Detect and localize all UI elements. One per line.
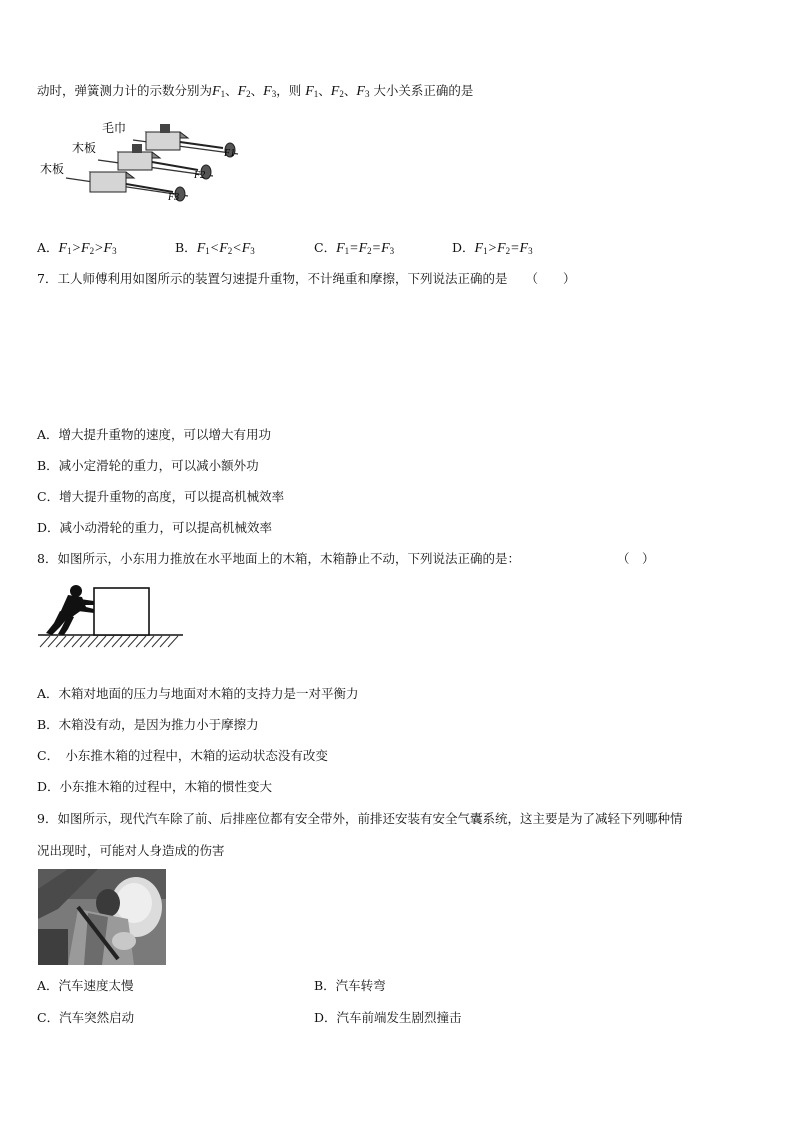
q6-stem-text: 动时，弹簧测力计的示数分别为$F_1$、$F_2$、$F_3$，则 $F_1$、$F_2$、$F_3$ 大小关系正确的是 [37,83,474,99]
label-f3: F3 [168,192,180,203]
option-key: A． [37,240,59,255]
q9-option-b[interactable]: B．汽车转弯 [314,978,386,993]
q6-stem [37,83,473,102]
q7-answer-paren: （ ） [525,271,576,286]
q8-option-b[interactable]: B．木箱没有动，是因为推力小于摩擦力 [37,717,259,732]
q8-push-box-figure [38,583,183,653]
q8-stem [37,551,655,567]
label-towel: 毛巾 [102,121,127,135]
label-f2: F2 [194,170,206,181]
q7-option-a[interactable]: A．增大提升重物的速度，可以增大有用功 [37,427,272,442]
q7-stem-text: 7．工人师傅利用如图所示的装置匀速提升重物，不计绳重和摩擦，下列说法正确的是 [37,271,508,286]
q7-option-b[interactable]: B．减小定滑轮的重力，可以减小额外功 [37,458,259,473]
q9-stem-line-1: 9．如图所示，现代汽车除了前、后排座位都有安全带外，前排还安装有安全气囊系统，这主要是为了减轻下列哪种情 [37,811,683,826]
wooden-box [94,588,149,635]
option-key: C． [314,240,337,255]
person-pushing [46,585,94,635]
q6-option-d[interactable]: D．$F_1>F_2=F_3$ [452,240,533,256]
q6-option-c[interactable]: C．$F_1=F_2=F_3$ [314,240,395,256]
q7-option-c[interactable]: C．增大提升重物的高度，可以提高机械效率 [37,489,285,504]
q6-option-a[interactable]: A．$F_1>F_2>F_3$ [37,240,117,256]
q8-option-a[interactable]: A．木箱对地面的压力与地面对木箱的支持力是一对平衡力 [37,686,359,701]
q9-option-d[interactable]: D．汽车前端发生剧烈撞击 [314,1010,462,1025]
q6-option-b[interactable]: B．$F_1<F_2<F_3$ [175,240,255,256]
q9-stem-line-2: 况出现时，可能对人身造成的伤害 [37,843,225,858]
q9-option-a[interactable]: A．汽车速度太慢 [37,978,134,993]
q9-airbag-photo [38,869,166,965]
q7-stem [37,271,575,287]
q8-answer-paren: （ ） [617,551,655,566]
option-key: B． [175,240,197,255]
label-f1: F1 [224,148,236,159]
q8-option-d[interactable]: D．小东推木箱的过程中，木箱的惯性变大 [37,779,273,794]
option-key: D． [452,240,475,255]
q9-option-c[interactable]: C．汽车突然启动 [37,1010,135,1025]
block-3 [90,172,134,192]
q8-option-c[interactable]: C． 小东推木箱的过程中，木箱的运动状态没有改变 [37,748,328,763]
q8-stem-text: 8．如图所示，小东用力推放在水平地面上的木箱，木箱静止不动，下列说法正确的是： [37,551,520,566]
q7-option-d[interactable]: D．减小动滑轮的重力，可以提高机械效率 [37,520,273,535]
label-board-2: 木板 [40,162,65,176]
label-board-1: 木板 [72,141,97,155]
q6-friction-figure [38,118,253,218]
